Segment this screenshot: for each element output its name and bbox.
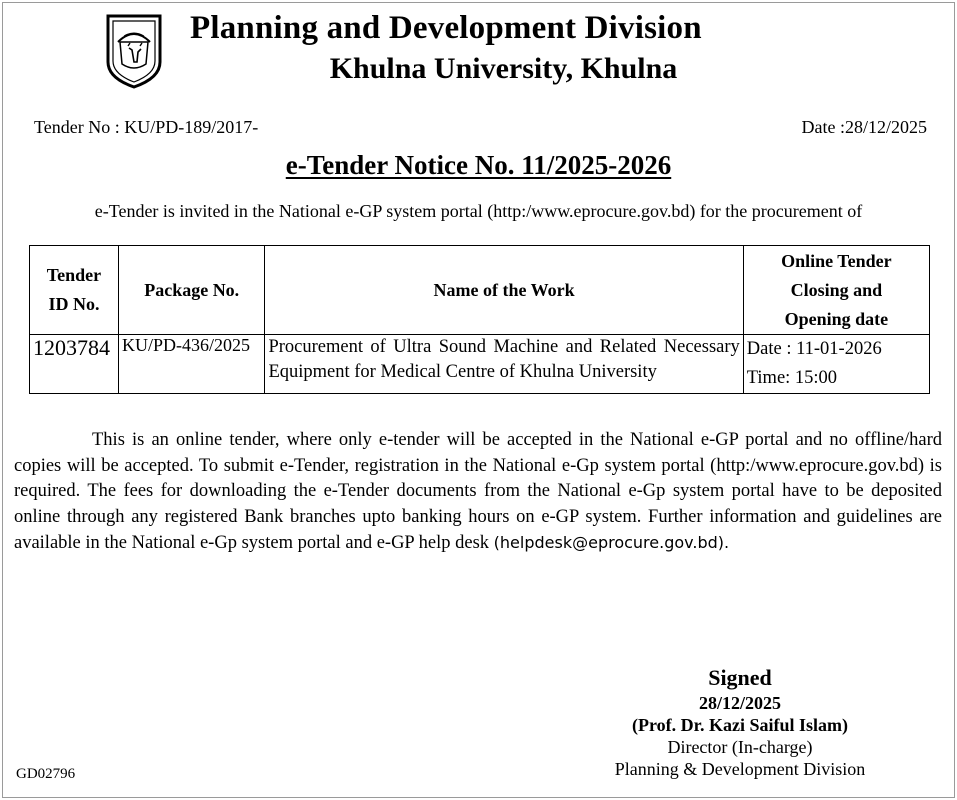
cell-time: Time: 15:00 [746,368,838,388]
cell-tender-id: 1203784 [30,335,119,394]
header-closing-date [743,246,929,335]
cell-date: Date : 11-01-2026 [746,339,882,359]
table-row [30,335,930,394]
body-paragraph [14,428,942,557]
table-header-row [30,246,930,335]
intro-text: e-Tender is invited in the National e-GP system portal (http:/www.eprocure.gov.bd) for the procurement of [94,201,863,221]
notice-title-text: e-Tender Notice No. 11/2025-2026 [285,150,672,180]
body-text: This is an online tender, where only e-tender will be accepted in the National e-GP portal and no offline/hard copies will be accepted. To submit e-Tender, registration in the National e-Gp system portal (http:/www.eprocure.gov.bd) is required. The fees for downloading the e-Tender documents from the National e-Gp system portal have to be deposited online through any registered Bank branches upto banking hours on e-GP system. Further information and guidelines are available in the National e-Gp system portal and e-GP help desk [14,430,942,553]
university-name: Khulna University, Khulna [329,52,678,85]
header-closing-line2: Closing and [790,279,883,300]
header-tender-id-line2: ID No. [48,294,100,314]
header-closing-line1: Online Tender [781,250,892,271]
header-closing-line3: Opening date [784,308,889,329]
header-tender-id-line1: Tender [46,265,102,285]
signatory-title: Director (In-charge) [667,737,813,757]
signature-block [590,664,890,780]
footer-code: GD02796 [16,766,76,782]
signatory-name: (Prof. Dr. Kazi Saiful Islam) [632,715,848,735]
cell-closing-date [743,335,929,394]
notice-date: Date :28/12/2025 [801,117,927,137]
header-package: Package No. [118,246,264,335]
tender-table [29,245,930,394]
org-name: Planning and Development Division [190,10,702,46]
signatory-division: Planning & Development Division [614,759,866,779]
notice-title [0,150,957,181]
signed-label: Signed [708,665,772,690]
signature-date: 28/12/2025 [698,693,781,713]
header-work-name: Name of the Work [265,246,743,335]
cell-package: KU/PD-436/2025 [118,335,264,394]
helpdesk-email: (helpdesk@eprocure.gov.bd). [493,533,730,552]
header-tender-id [30,246,119,335]
tender-number: Tender No : KU/PD-189/2017- [34,117,259,137]
cell-work-name: Procurement of Ultra Sound Machine and Related Necessary Equipment for Medical Centre of Khulna University [265,335,743,394]
